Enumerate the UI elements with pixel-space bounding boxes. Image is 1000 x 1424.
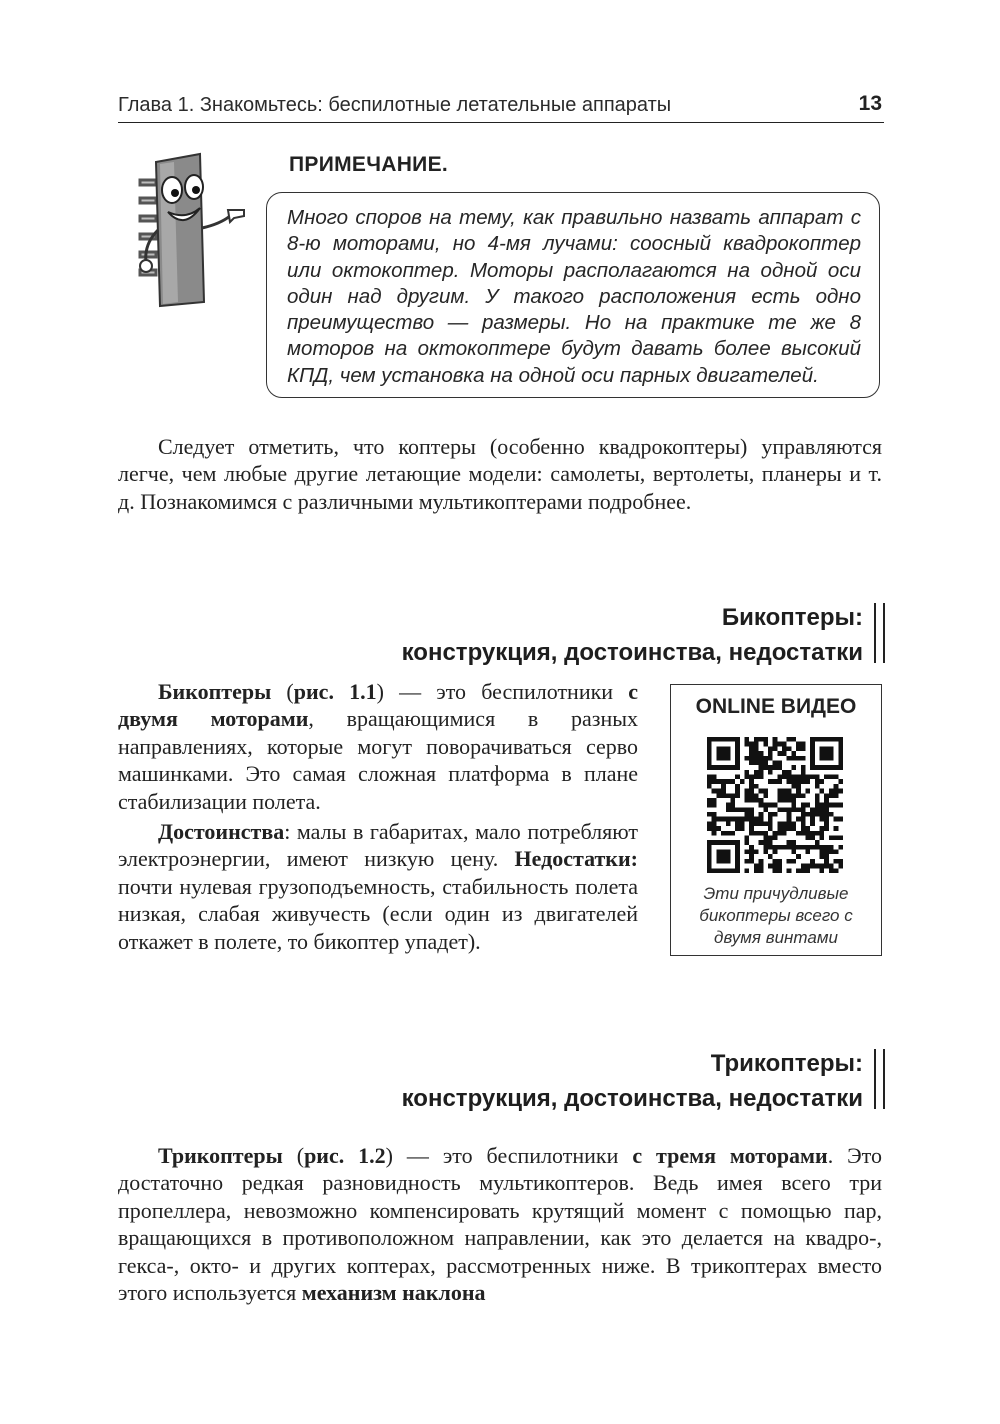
tricopters-text [118,1142,882,1306]
bicopters-paragraph-2 [118,818,638,955]
text-span: , вращающимися в разных направлениях, которые могут поворачиваться серво машинками. Это самая сложная платформа в плане стабилизации полета. [118,706,638,814]
heading-bicopters-line2: конструкция, достоинства, недостатки [401,639,863,666]
term-bicopters: Бикоптеры [158,679,272,704]
section-heading-tricopters [402,1046,863,1116]
figure-ref-1-2: рис. 1.2 [304,1143,386,1168]
emph-tilt-mechanism: механизм наклона [301,1280,486,1306]
text-span: почти нулевая грузоподъемность, стабильность полета низкая, слабая живучесть (если один из двигателей откажет в полете, то бикоптер упадет). [118,873,638,954]
note-title: ПРИМЕЧАНИЕ. [289,153,449,176]
qr-code-icon[interactable] [707,737,843,873]
term-tricopters: Трикоптеры [158,1143,283,1168]
online-video-caption: Эти причудливые бикоптеры всего с двумя винтами [699,884,853,947]
cons-label: Недостатки: [514,846,638,872]
online-video-title: ONLINE ВИДЕО [695,695,857,718]
online-video-box [670,684,882,956]
heading-tricopters-line2: конструкция, достоинства, недостатки [401,1085,863,1112]
chapter-title: Глава 1. Знакомьтесь: беспилотные летательные аппараты [118,94,672,116]
intro-paragraph [118,433,882,515]
bicopters-paragraph-1 [118,678,638,815]
emph-three-motors: с тремя моторами [632,1143,828,1168]
page-number: 13 [858,92,882,115]
text-span: ( [271,679,294,704]
pros-label: Достоинства [158,819,285,845]
text-span: . Это достаточно редкая разновидность мультикоптеров. Ведь имея всего три пропеллера, невозможно компенсировать крутящий момент с помощью пар, вращающихся в противоположном направлении, как это делается на квадро-, гекса-, окто- и других коптерах, рассмотренных ниже. В трикоптерах вместо этого используется [118,1143,882,1306]
section-heading-bicopters [402,600,863,670]
note-box [266,192,880,398]
text-span: : малы в габаритах, мало потребляют электроэнергии, имеют низкую цену. [118,819,638,872]
figure-ref-1-1: рис. 1.1 [293,679,377,704]
heading-bar [874,1049,885,1109]
note-text: Много споров на тему, как правильно назвать аппарат с 8-ю моторами, но 4-мя лучами: соосный квадрокоптер или октокоптер. Моторы располагаются на одной оси один над другим. У такого расположения есть одно преимущество — размеры. Но на практике те же 8 моторов на октокоптере будут давать более высокий КПД, чем установка на одной оси парных двигателей. [287,206,861,387]
bicopters-text [118,678,638,955]
emph-two-motors: с двумя моторами [118,679,638,732]
chip-mascot-icon [130,150,250,310]
heading-bar [874,603,885,663]
heading-tricopters-line1: Трикоптеры: [710,1050,863,1077]
text-span: ) — это беспилотники [376,679,629,704]
heading-bicopters-line1: Бикоптеры: [721,604,863,631]
running-header [118,92,884,123]
text-span: ( [282,1143,305,1168]
intro-text: Следует отметить, что коптеры (особенно квадрокоптеры) управляются легче, чем любые другие летающие модели: самолеты, вертолеты, планеры и т. д. Познакомимся с различными мультикоптерами подробнее. [118,434,882,514]
text-span: ) — это беспилотники [385,1143,633,1168]
tricopters-paragraph-1 [118,1142,882,1306]
